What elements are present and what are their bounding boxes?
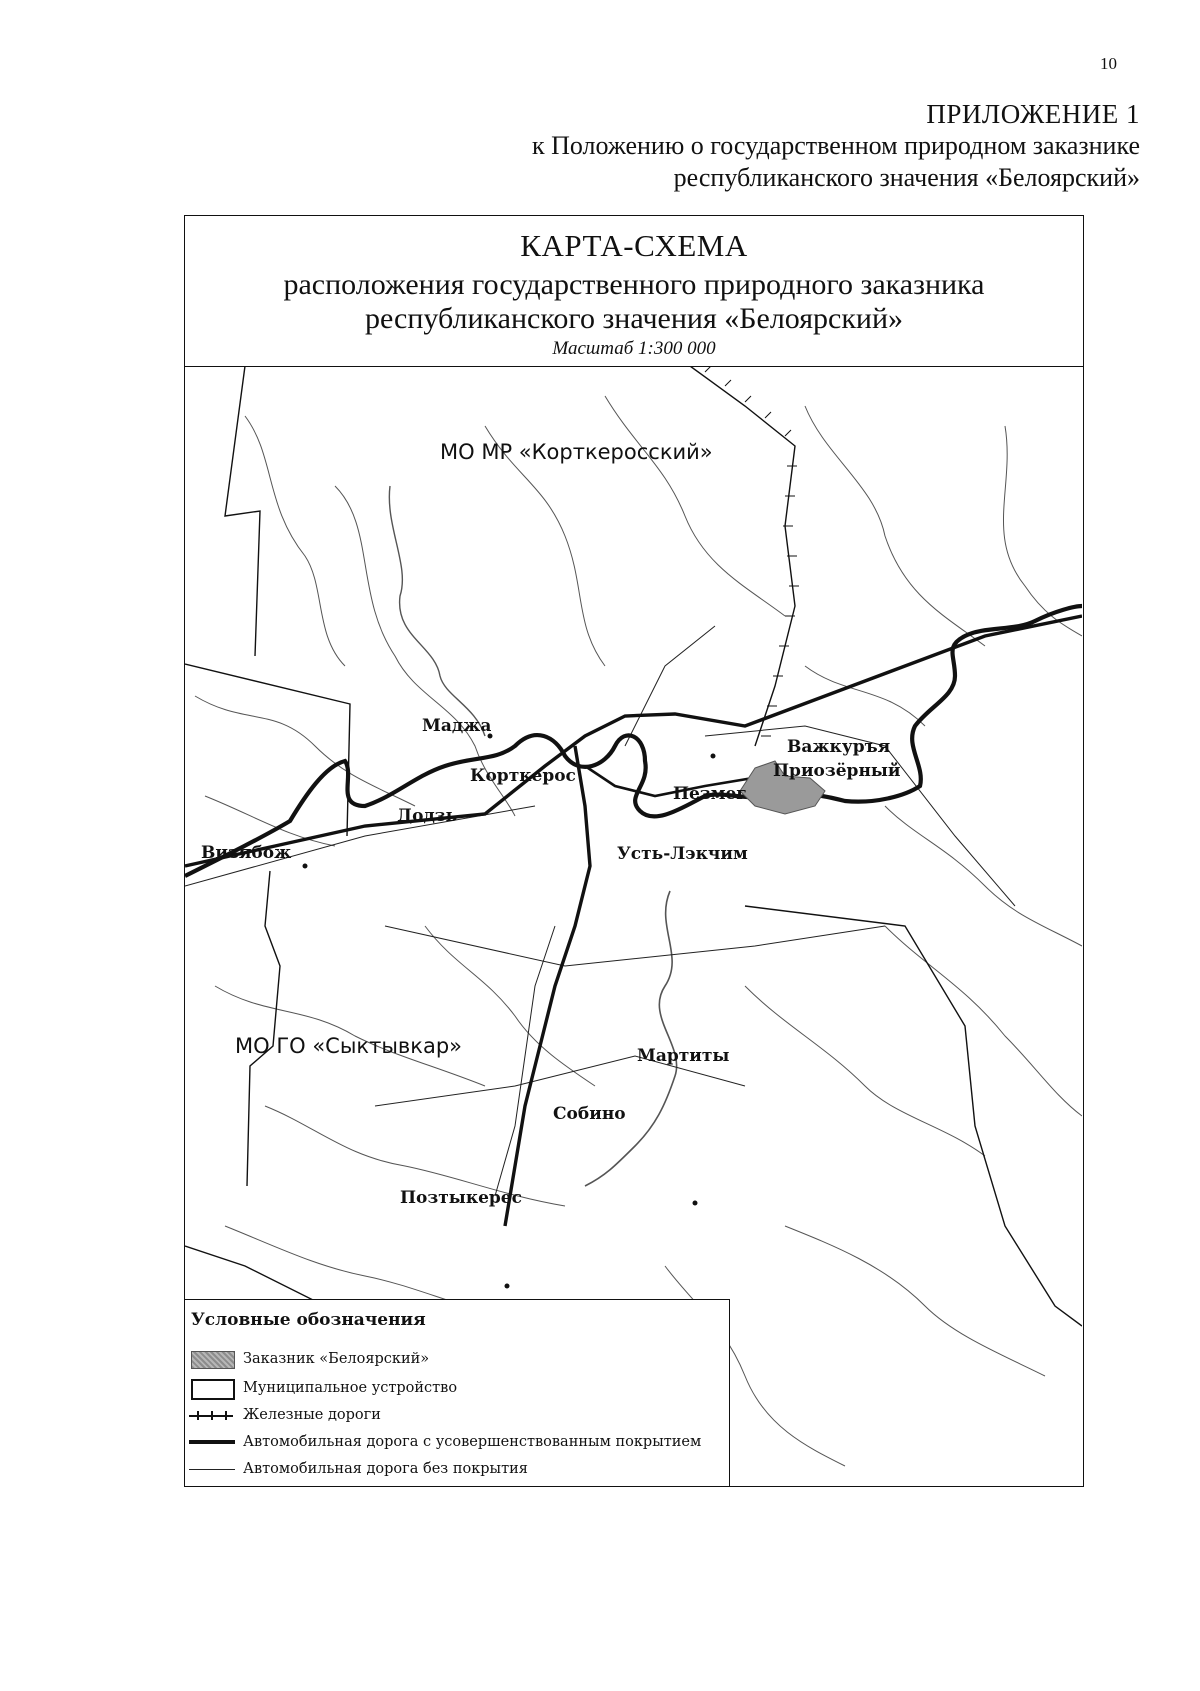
settlement-label-dodz: Додзь [397,806,458,826]
legend-item-unpaved-road [187,1458,528,1480]
settlement-dot [693,1201,698,1206]
settlement-label-ust-lekchim: Усть-Лэкчим [617,844,748,864]
railway-line [690,366,795,746]
map-scale: Масштаб 1:300 000 [552,338,716,359]
map-title-box [185,216,1083,367]
map-subtitle-line-2: республиканского значения «Белоярский» [364,302,904,335]
municipality-border-icon [187,1378,235,1398]
river [885,926,1082,1116]
settlement-label-pezmeg: Пезмег [673,784,747,804]
district-label-north: МО МР «Корткеросский» [440,440,713,464]
settlement-dot [303,864,308,869]
river [805,406,985,646]
map-frame [184,215,1084,1487]
settlement-dot [505,1284,510,1289]
settlement-label-poztykeres: Позтыкерес [400,1188,522,1208]
river-lekchim [585,891,677,1186]
settlement-label-priozerny: Приозёрный [773,761,901,781]
railway [690,366,799,746]
paved-road-south [505,746,590,1226]
legend-label: Автомобильная дорога с усовершенствованным покрытием [243,1434,702,1450]
unpaved-road-icon [187,1459,235,1479]
map-labels [201,440,901,1208]
legend-title: Условные обозначения [191,1310,426,1330]
river [195,696,415,806]
municipality-border [185,664,350,836]
legend-label: Муниципальное устройство [243,1380,458,1396]
unpaved-road [385,926,885,966]
paved-road-icon [187,1432,235,1452]
river [425,926,595,1086]
railway-icon [187,1405,235,1425]
appendix-header [532,98,1140,194]
municipality-border [225,366,260,656]
settlement-label-madzha: Маджа [422,716,492,736]
river-upper [389,486,485,736]
river [245,416,345,666]
paved-road-main [185,616,1082,866]
legend-item-railway [187,1404,381,1426]
appendix-line-2: республиканского значения «Белоярский» [673,163,1140,192]
municipality-border [745,906,1082,1326]
settlement-label-martity: Мартиты [637,1046,730,1066]
map-legend [185,1299,730,1486]
legend-item-reserve [187,1348,429,1370]
appendix-title: ПРИЛОЖЕНИЕ 1 [926,99,1140,129]
appendix-line-1: к Положению о государственном природном заказнике [531,131,1140,160]
map-title: КАРТА-СХЕМА [520,228,748,263]
legend-item-paved-road [187,1431,701,1453]
river [785,1226,1045,1376]
legend-item-municipality [187,1377,457,1399]
paved-roads [185,616,1082,1226]
unpaved-road [495,926,555,1196]
municipality-border [247,871,280,1186]
legend-label: Заказник «Белоярский» [243,1351,430,1367]
settlement-label-vizyabozh: Визябож [201,843,292,863]
map-subtitle-line-1: расположения государственного природного заказника [283,268,985,301]
page-number: 10 [1100,54,1117,73]
river [745,986,985,1156]
unpaved-road [625,626,715,746]
settlement-dot [711,754,716,759]
reserve-fill-icon [187,1349,235,1369]
river [1003,426,1082,636]
legend-label: Железные дороги [243,1407,381,1423]
river [885,806,1082,946]
railway-ticks [705,366,799,736]
district-label-south: МО ГО «Сыктывкар» [235,1034,463,1058]
river [605,396,785,616]
legend-label: Автомобильная дорога без покрытия [243,1461,528,1477]
settlement-label-vazhkurya: Важкуръя [787,737,891,757]
settlement-label-sobino: Собино [553,1104,626,1124]
settlement-label-kortkeros: Корткерос [470,766,576,786]
